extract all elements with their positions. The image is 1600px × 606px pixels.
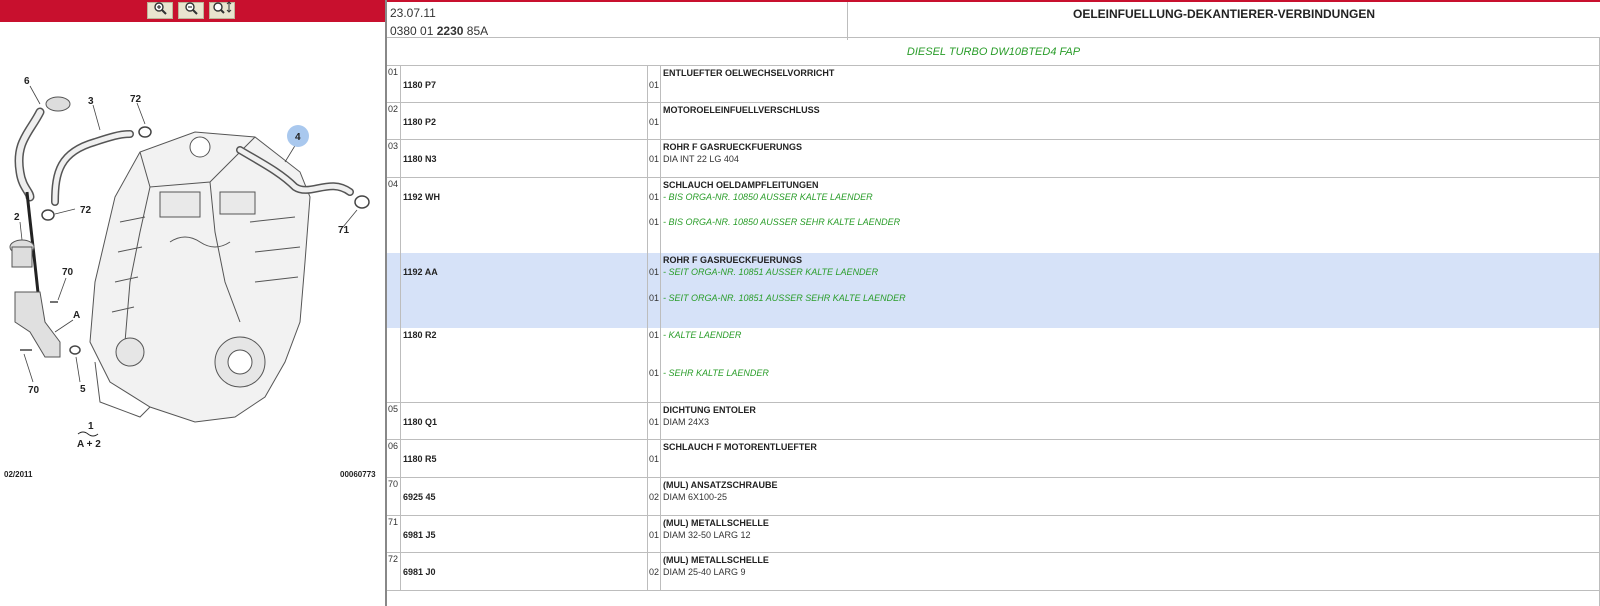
row-pos: 06 (388, 441, 399, 451)
row-note: - SEIT ORGA-NR. 10851 AUSSER KALTE LAENDER (663, 267, 879, 277)
row-qty: 01 (649, 80, 660, 90)
row-ref: 1192 AA (403, 267, 438, 277)
col-divider (660, 178, 661, 253)
pos-cell (387, 403, 401, 439)
col-divider (660, 478, 661, 515)
callout-71: 71 (338, 225, 350, 236)
table-row[interactable] (387, 478, 1600, 516)
callout-72: 72 (130, 94, 142, 105)
row-pos: 70 (388, 479, 399, 489)
row-ref: 1180 N3 (403, 154, 437, 164)
row-desc: SCHLAUCH OELDAMPFLEITUNGEN (663, 180, 819, 190)
col-divider (647, 440, 648, 477)
row-note: - SEHR KALTE LAENDER (663, 368, 769, 378)
legend-number: 1 (88, 421, 94, 432)
zoom-fit-icon (212, 1, 232, 20)
pos-cell (387, 516, 401, 552)
engine-illustration (0, 22, 385, 492)
col-divider (660, 66, 661, 102)
diagram-panel (0, 0, 385, 606)
row-desc: ROHR F GASRUECKFUERUNGS (663, 255, 803, 265)
callout-72-lower: 72 (80, 205, 92, 216)
col-divider (660, 553, 661, 590)
callout-70: 70 (62, 267, 74, 278)
row-qty: 01 (649, 267, 660, 277)
table-row[interactable] (387, 403, 1600, 440)
row-desc: (MUL) ANSATZSCHRAUBE (663, 480, 778, 490)
col-divider (660, 516, 661, 552)
row-qty: 01 (649, 530, 660, 540)
row-qty: 01 (649, 217, 660, 227)
pos-cell (387, 440, 401, 477)
col-divider (660, 103, 661, 139)
diagram-toolbar (0, 0, 385, 22)
pos-cell (387, 553, 401, 590)
page-title: OELEINFUELLUNG-DEKANTIERER-VERBINDUNGEN (1072, 7, 1375, 21)
row-desc: ENTLUEFTER OELWECHSELVORRICHT (663, 68, 835, 78)
row-sub: DIAM 32-50 LARG 12 (663, 530, 751, 540)
row-pos: 02 (388, 104, 399, 114)
col-divider (660, 140, 661, 177)
table-row[interactable] (387, 178, 1600, 253)
row-pos: 72 (388, 554, 399, 564)
row-desc: ROHR F GASRUECKFUERUNGS (663, 142, 803, 152)
col-divider (647, 328, 648, 402)
row-note: - BIS ORGA-NR. 10850 AUSSER SEHR KALTE LAENDER (663, 217, 901, 227)
pos-cell (387, 478, 401, 515)
row-qty: 01 (649, 117, 660, 127)
row-qty: 02 (649, 492, 660, 502)
row-desc: SCHLAUCH F MOTORENTLUEFTER (663, 442, 817, 452)
row-qty: 01 (649, 368, 660, 378)
col-divider (647, 516, 648, 552)
ref-bold: 2230 (436, 24, 464, 38)
col-divider (660, 253, 661, 328)
diagram-date-code: 02/2011 (4, 470, 33, 479)
row-ref: 6981 J0 (403, 567, 436, 577)
callout-6: 6 (24, 76, 30, 87)
row-desc: (MUL) METALLSCHELLE (663, 555, 769, 565)
diagram-image-code: 00060773 (340, 470, 376, 479)
row-ref: 1180 Q1 (403, 417, 438, 427)
row-note: - BIS ORGA-NR. 10850 AUSSER KALTE LAENDER (663, 192, 873, 202)
row-qty: 01 (649, 330, 660, 340)
ref-prefix: 0380 01 (390, 24, 434, 38)
zoom-out-icon (184, 1, 198, 20)
col-divider (647, 140, 648, 177)
row-ref: 1180 P2 (403, 117, 437, 127)
row-ref: 6925 45 (403, 492, 436, 502)
zoom-in-button[interactable] (147, 2, 173, 19)
parts-header (387, 0, 1600, 38)
header-date: 23.07.11 (390, 6, 436, 20)
pos-cell (387, 178, 401, 253)
row-qty: 01 (649, 192, 660, 202)
col-divider (660, 440, 661, 477)
parts-list-panel (387, 0, 1600, 606)
callout-5: 5 (80, 384, 86, 395)
table-row[interactable] (387, 103, 1600, 140)
col-divider (647, 178, 648, 253)
legend-formula: A + 2 (77, 439, 101, 450)
zoom-in-icon (153, 1, 167, 20)
row-ref: 1180 R2 (403, 330, 437, 340)
table-row[interactable] (387, 140, 1600, 178)
row-ref: 1180 P7 (403, 80, 437, 90)
zoom-fit-button[interactable] (209, 2, 235, 19)
exploded-parts-diagram (0, 22, 385, 492)
row-pos: 71 (388, 517, 399, 527)
col-divider (647, 253, 648, 328)
row-desc: (MUL) METALLSCHELLE (663, 518, 769, 528)
table-row[interactable] (387, 328, 1600, 403)
table-row[interactable] (387, 66, 1600, 103)
col-divider (660, 328, 661, 402)
row-desc: MOTOROELEINFUELLVERSCHLUSS (663, 105, 820, 115)
engine-type: DIESEL TURBO DW10BTED4 FAP (387, 38, 1600, 66)
row-desc: DICHTUNG ENTOLER (663, 405, 756, 415)
callout-4: 4 (295, 132, 301, 143)
row-ref: 1192 WH (403, 192, 441, 202)
row-pos: 03 (388, 141, 399, 151)
col-divider (647, 103, 648, 139)
col-divider (647, 66, 648, 102)
row-pos: 04 (388, 179, 399, 189)
row-pos: 05 (388, 404, 399, 414)
row-qty: 01 (649, 293, 660, 303)
pos-cell (387, 66, 401, 102)
row-sub: DIA INT 22 LG 404 (663, 154, 739, 164)
col-divider (647, 403, 648, 439)
row-sub: DIAM 24X3 (663, 417, 710, 427)
row-qty: 02 (649, 567, 660, 577)
table-row[interactable] (387, 553, 1600, 591)
zoom-out-button[interactable] (178, 2, 204, 19)
row-sub: DIAM 6X100-25 (663, 492, 728, 502)
callout-3: 3 (88, 96, 94, 107)
table-row[interactable] (387, 516, 1600, 553)
row-ref: 1180 R5 (403, 454, 437, 464)
row-ref: 6981 J5 (403, 530, 436, 540)
ref-suffix: 85A (466, 24, 489, 38)
pos-cell (387, 253, 401, 328)
col-divider (647, 478, 648, 515)
col-divider (660, 403, 661, 439)
row-note: - KALTE LAENDER (663, 330, 742, 340)
callout-a: A (73, 310, 81, 321)
row-qty: 01 (649, 154, 660, 164)
table-row[interactable] (387, 440, 1600, 478)
pos-cell (387, 328, 401, 402)
row-qty: 01 (649, 454, 660, 464)
pos-cell (387, 103, 401, 139)
pos-cell (387, 140, 401, 177)
header-reference (390, 24, 488, 38)
row-sub: DIAM 25-40 LARG 9 (663, 567, 746, 577)
col-divider (647, 553, 648, 590)
callout-2: 2 (14, 212, 20, 223)
row-note: - SEIT ORGA-NR. 10851 AUSSER SEHR KALTE LAENDER (663, 293, 906, 303)
row-pos: 01 (388, 67, 399, 77)
callout-70-lower: 70 (28, 385, 40, 396)
row-qty: 01 (649, 417, 660, 427)
table-row-selected[interactable] (387, 253, 1600, 328)
